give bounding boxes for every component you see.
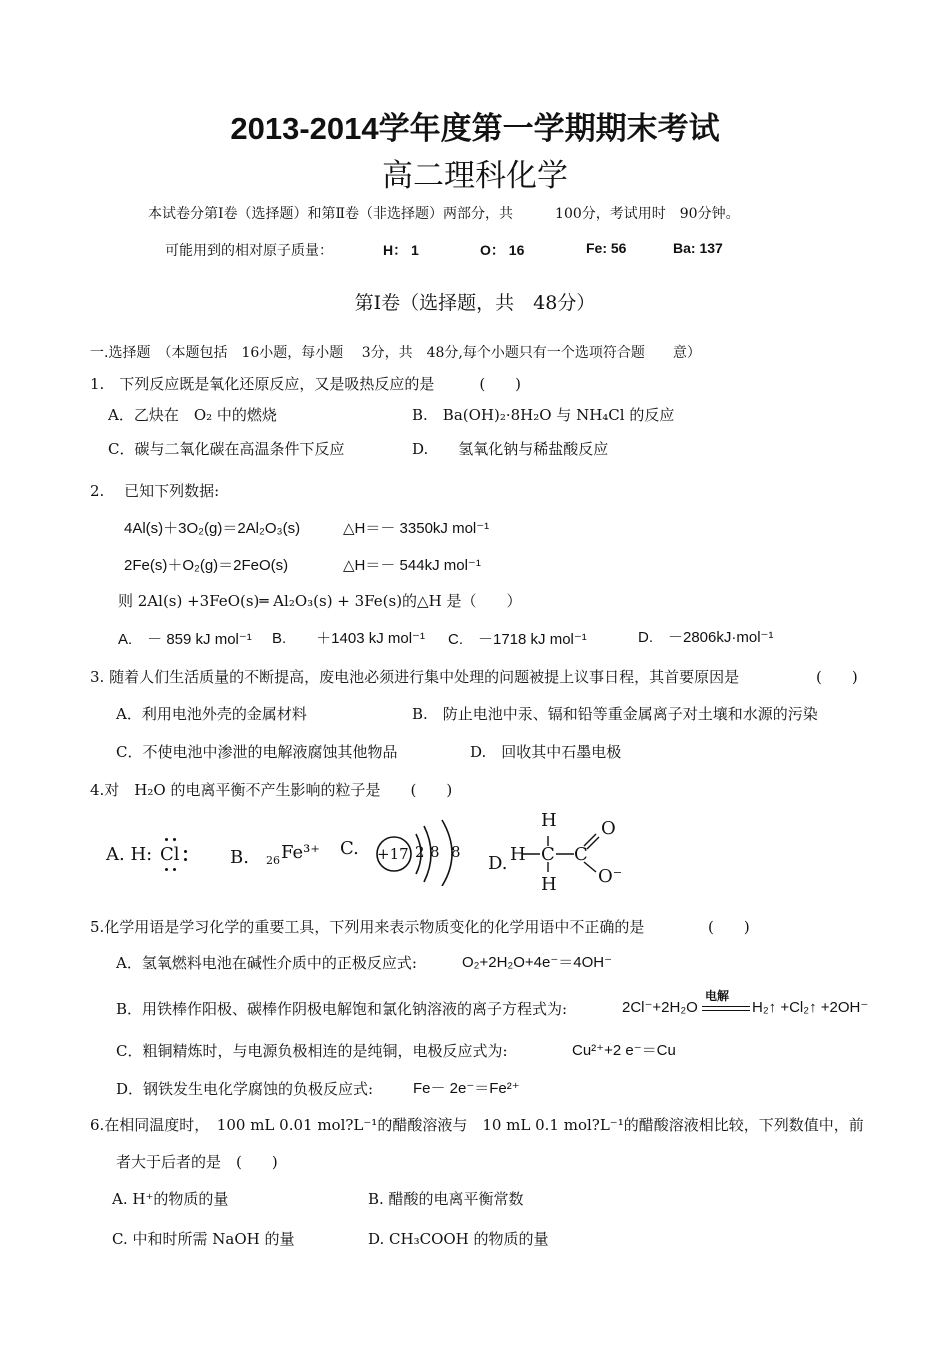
q3-option-a: A．利用电池外壳的金属材料 <box>116 705 307 723</box>
atomic-mass-fe: Fe: 56 <box>586 240 627 256</box>
q4-option-b-ion: Fe³⁺ <box>281 842 320 863</box>
q4-option-d-label: D. <box>488 853 508 874</box>
q6-option-c: C. 中和时所需 NaOH 的量 <box>112 1230 295 1248</box>
nucleus-charge: +17 <box>377 845 409 863</box>
q5-option-a-equation: O₂+2H₂O+4e⁻＝4OH⁻ <box>462 954 613 971</box>
q1-option-d: D. 氢氧化钠与稀盐酸反应 <box>412 440 609 458</box>
q2-ask: 则 2Al(s) +3FeO(s)═ Al₂O₃(s) + 3Fe(s)的△H 是（ ） <box>118 592 522 610</box>
atomic-mass-ba: Ba: 137 <box>673 240 723 256</box>
reaction-line-bottom <box>702 1010 750 1011</box>
q1-option-b: B. Ba(OH)₂·8H₂O 与 NH₄Cl 的反应 <box>412 406 675 424</box>
q4-electron-dots-right <box>184 848 188 864</box>
q3-option-d: D. 回收其中石墨电极 <box>470 743 622 761</box>
q2-option-a: A. － 859 kJ mol⁻¹ <box>118 631 252 648</box>
q4-option-b-atomic-number: 26 <box>266 854 280 867</box>
acetate-h-left: H <box>510 844 526 865</box>
q6-option-b: B. 醋酸的电离平衡常数 <box>368 1190 524 1208</box>
q4-option-c-label: C. <box>340 838 359 859</box>
part1-heading: 第Ⅰ卷（选择题，共 48分） <box>354 292 596 314</box>
q6-option-a: A. H⁺的物质的量 <box>112 1190 229 1208</box>
exam-intro: 本试卷分第Ⅰ卷（选择题）和第Ⅱ卷（非选择题）两部分，共 100分，考试用时 90分钟。 <box>148 206 740 222</box>
q2-option-d: D. －2806kJ·mol⁻¹ <box>638 629 774 646</box>
q5-option-b: B．用铁棒作阳极、碳棒作阴极电解饱和氯化钠溶液的离子方程式为: <box>116 1000 568 1018</box>
q3-option-b: B. 防止电池中汞、镉和铅等重金属离子对土壤和水源的污染 <box>412 705 818 723</box>
q2-equation-2: 2Fe(s)＋O₂(g)＝2FeO(s) <box>124 557 289 574</box>
q2-option-b: B. ＋1403 kJ mol⁻¹ <box>272 630 425 647</box>
shell-2-electrons: 8 <box>430 843 440 861</box>
exam-subtitle: 高二理科化学 <box>382 158 568 194</box>
q2-stem: 2. 已知下列数据: <box>90 482 220 500</box>
q3-stem: 3. 随着人们生活质量的不断提高，废电池必须进行集中处理的问题被提上议事日程，其首要原因是 <box>90 668 740 686</box>
q6-stem-continued: 者大于后者的是 ( ) <box>116 1153 278 1171</box>
q2-enthalpy-1: △H＝－ 3350kJ mol⁻¹ <box>343 520 490 537</box>
exam-title: 2013-2014学年度第一学期期末考试 <box>230 111 720 146</box>
atomic-mass-o: O： 16 <box>480 242 525 258</box>
reaction-line-top <box>702 1006 750 1007</box>
shell-3-electrons: 8 <box>451 843 461 861</box>
q2-enthalpy-2: △H＝－ 544kJ mol⁻¹ <box>343 557 481 574</box>
q4-electron-dots-bottom <box>163 868 185 871</box>
q4-option-a-chloride: Cl <box>160 844 180 865</box>
q4-option-a-label: A. H: <box>106 844 153 865</box>
acetate-h-top: H <box>541 810 557 831</box>
q5-option-b-left: 2Cl⁻+2H₂O <box>622 999 698 1016</box>
q3-option-c: C．不使电池中渗泄的电解液腐蚀其他物品 <box>116 743 398 761</box>
q5-option-d: D．钢铁发生电化学腐蚀的负极反应式: <box>116 1080 374 1098</box>
q5-option-d-equation: Fe－ 2e⁻＝Fe²⁺ <box>413 1080 520 1097</box>
q5-option-c: C．粗铜精炼时，与电源负极相连的是纯铜，电极反应式为: <box>116 1042 508 1060</box>
acetate-o-minus: O⁻ <box>598 866 623 887</box>
q4-electron-dots-top <box>163 838 185 840</box>
acetate-c-1: C <box>541 844 555 865</box>
q2-option-c: C. －1718 kJ mol⁻¹ <box>448 631 587 648</box>
q5-option-c-equation: Cu²⁺+2 e⁻＝Cu <box>572 1042 676 1059</box>
q1-option-c: C．碳与二氧化碳在高温条件下反应 <box>108 440 345 458</box>
q6-stem: 6.在相同温度时， 100 mL 0.01 mol?L⁻¹的醋酸溶液与 10 mL 0.1 mol?L⁻¹的醋酸溶液相比较，下列数值中，前 <box>90 1116 864 1134</box>
q5-option-b-right: H₂↑ +Cl₂↑ +2OH⁻ <box>752 999 869 1016</box>
atomic-mass-label: 可能用到的相对原子质量： <box>165 243 333 259</box>
q1-stem: 1. 下列反应既是氧化还原反应，又是吸热反应的是 ( ) <box>90 375 522 393</box>
q5-option-a: A．氢氧燃料电池在碱性介质中的正极反应式: <box>116 954 417 972</box>
shell-1-electrons: 2 <box>415 843 425 861</box>
electrolysis-condition: 电解 <box>705 989 730 1003</box>
part1-instruction: 一.选择题 （本题包括 16小题，每小题 3分，共 48分,每个小题只有一个选项符合题 意） <box>90 345 701 361</box>
q2-equation-1: 4Al(s)＋3O₂(g)＝2Al₂O₃(s) <box>124 520 301 537</box>
q6-option-d: D. CH₃COOH 的物质的量 <box>368 1230 549 1248</box>
acetate-c-2: C <box>574 844 588 865</box>
q5-stem: 5.化学用语是学习化学的重要工具，下列用来表示物质变化的化学用语中不正确的是 <box>90 918 645 936</box>
q1-option-a: A．乙炔在 O₂ 中的燃烧 <box>108 406 277 424</box>
acetate-o-double: O <box>601 818 616 839</box>
q4-stem: 4.对 H₂O 的电离平衡不产生影响的粒子是 ( ) <box>90 781 453 799</box>
q3-answer-paren: ( ) <box>816 668 858 686</box>
acetate-h-bottom: H <box>541 874 557 895</box>
q4-option-b-label: B. <box>230 847 249 868</box>
atomic-mass-h: H： 1 <box>383 242 419 258</box>
q5-answer-paren: ( ) <box>708 918 750 936</box>
